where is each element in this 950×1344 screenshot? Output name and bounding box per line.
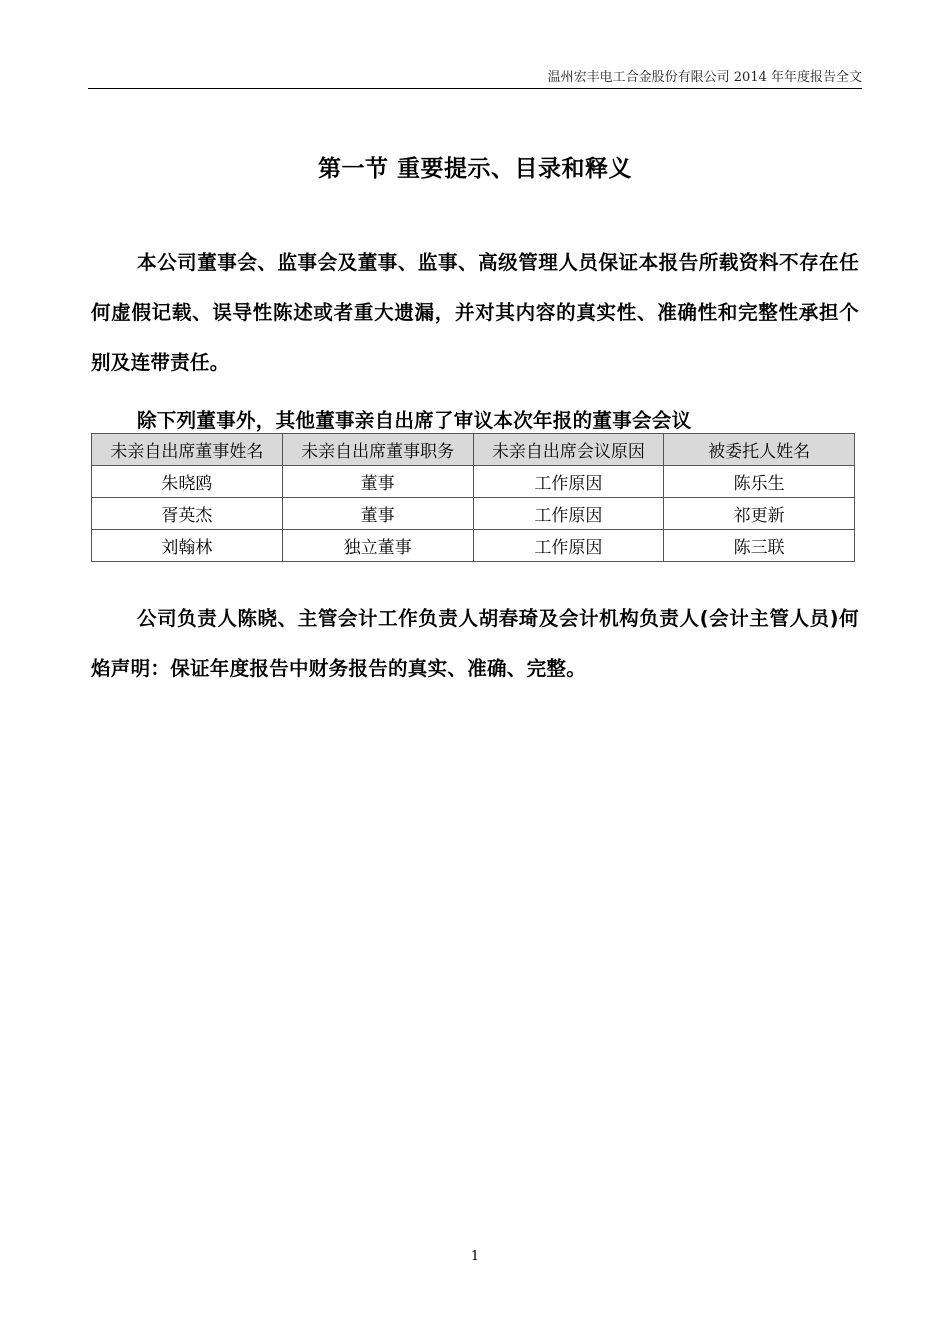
table-cell: 董事	[282, 466, 473, 498]
table-row	[92, 466, 855, 498]
table-cell: 陈乐生	[664, 466, 855, 498]
absent-directors-table	[91, 433, 855, 562]
table-cell: 陈三联	[664, 530, 855, 562]
table-cell: 朱晓鸥	[92, 466, 283, 498]
column-header-absent-name: 未亲自出席董事姓名	[92, 434, 283, 466]
table-cell: 工作原因	[473, 498, 664, 530]
guarantee-paragraph: 本公司董事会、监事会及董事、监事、高级管理人员保证本报告所载资料不存在任何虚假记载、误导性陈述或者重大遗漏，并对其内容的真实性、准确性和完整性承担个别及连带责任。	[91, 250, 859, 374]
table-row	[92, 530, 855, 562]
column-header-absent-position: 未亲自出席董事职务	[282, 434, 473, 466]
table-cell: 工作原因	[473, 466, 664, 498]
table-cell: 刘翰林	[92, 530, 283, 562]
table-cell: 祁更新	[664, 498, 855, 530]
section-title: 第一节 重要提示、目录和释义	[317, 156, 632, 182]
absence-intro-paragraph: 除下列董事外，其他董事亲自出席了审议本次年报的董事会会议	[137, 408, 692, 432]
financial-statement-paragraph: 公司负责人陈晓、主管会计工作负责人胡春琦及会计机构负责人(会计主管人员)何焰声明：保证年度报告中财务报告的真实、准确、完整。	[91, 606, 859, 680]
table-row	[92, 498, 855, 530]
page-number: 1	[470, 1249, 480, 1264]
column-header-absence-reason: 未亲自出席会议原因	[473, 434, 664, 466]
report-header-title: 温州宏丰电工合金股份有限公司 2014 年年度报告全文	[547, 70, 862, 85]
header-divider	[88, 88, 862, 89]
table-cell: 独立董事	[282, 530, 473, 562]
table-cell: 工作原因	[473, 530, 664, 562]
table-header-row	[92, 434, 855, 466]
column-header-proxy-name: 被委托人姓名	[664, 434, 855, 466]
table-cell: 胥英杰	[92, 498, 283, 530]
table-cell: 董事	[282, 498, 473, 530]
